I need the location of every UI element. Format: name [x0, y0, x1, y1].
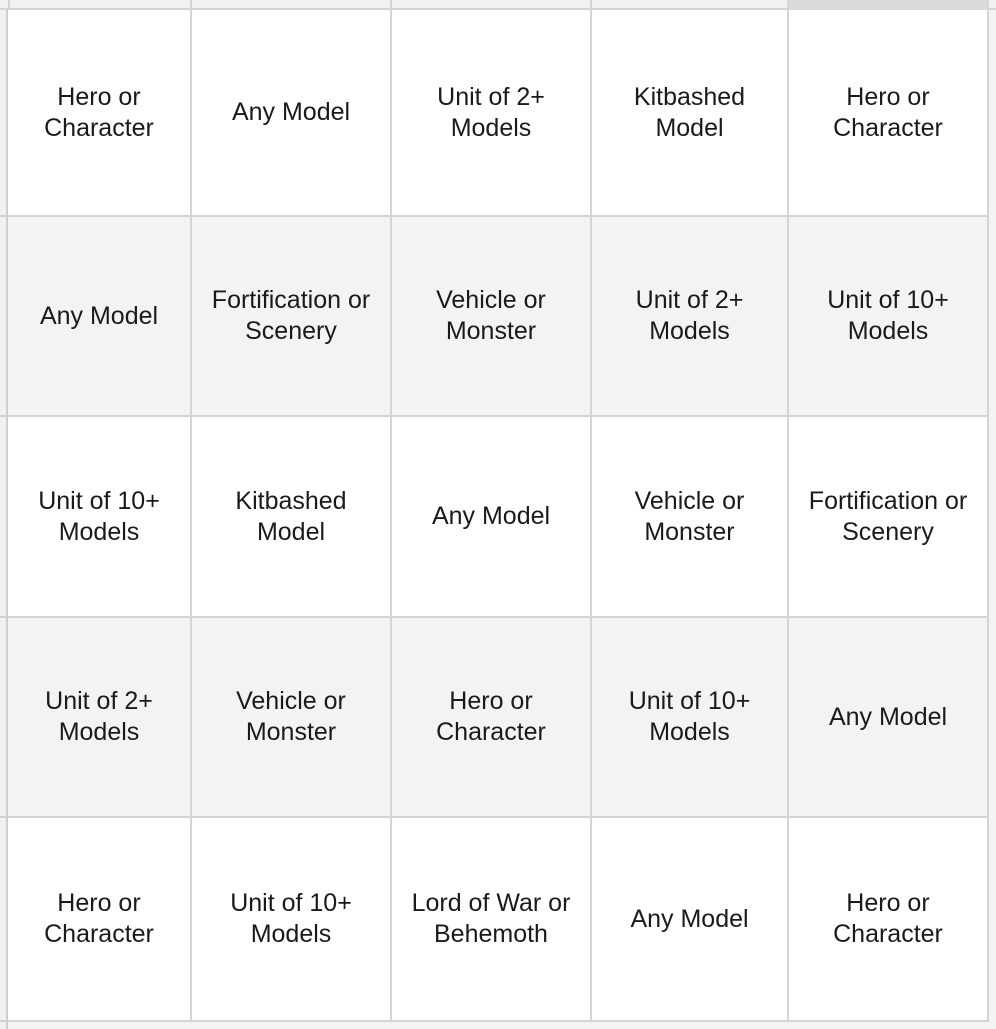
grid-cell-label: Vehicle or Monster	[236, 687, 346, 746]
grid-cell[interactable]	[8, 417, 192, 618]
row-gutter-divider	[0, 215, 8, 217]
grid-cell[interactable]	[192, 818, 392, 1022]
grid-cell[interactable]	[392, 217, 592, 417]
grid-cell-label: Fortification or Scenery	[808, 486, 968, 546]
grid-cell[interactable]	[392, 818, 592, 1022]
grid-cell[interactable]	[789, 417, 989, 618]
grid-cell-label: Kitbashed Model	[235, 486, 347, 546]
column-header-5[interactable]	[789, 0, 989, 10]
grid-cell[interactable]	[392, 417, 592, 618]
grid-cell[interactable]	[592, 818, 789, 1022]
grid-cell-label: Hero or Character	[44, 889, 154, 948]
grid-cell-label: Hero or Character	[833, 889, 943, 948]
grid-cell[interactable]	[8, 618, 192, 818]
grid-cell[interactable]	[592, 417, 789, 618]
grid-cell-label: Any Model	[630, 904, 749, 933]
grid-cell-label: Any Model	[231, 98, 351, 126]
grid-cell[interactable]	[592, 10, 789, 217]
grid-cell-label: Vehicle or Monster	[436, 286, 546, 345]
column-header-corner[interactable]	[0, 0, 10, 10]
grid-cell-label: Fortification or Scenery	[211, 286, 371, 345]
column-header-3[interactable]	[392, 0, 592, 10]
grid-cell-label: Unit of 10+ Models	[230, 889, 352, 948]
grid-cell-label: Vehicle or Monster	[634, 486, 745, 546]
grid-cell-label: Unit of 10+ Models	[38, 486, 160, 546]
grid-cell[interactable]	[8, 217, 192, 417]
grid-cell[interactable]	[392, 10, 592, 217]
grid-cell-label: Unit of 2+ Models	[437, 82, 545, 142]
grid-cell-label: Lord of War or Behemoth	[411, 889, 571, 948]
column-header-strip	[0, 0, 996, 10]
grid-cell[interactable]	[592, 618, 789, 818]
grid-cell-label: Hero or Character	[833, 82, 943, 142]
grid-cell-label: Hero or Character	[44, 82, 154, 142]
row-gutter-divider	[0, 1020, 8, 1022]
grid-cell[interactable]	[392, 618, 592, 818]
grid-cell[interactable]	[8, 818, 192, 1022]
grid-cell[interactable]	[192, 217, 392, 417]
grid-cell[interactable]	[789, 10, 989, 217]
row-gutter-divider	[0, 816, 8, 818]
grid-cell-label: Any Model	[828, 702, 948, 731]
grid-cell[interactable]	[192, 417, 392, 618]
row-gutter-divider	[0, 415, 8, 417]
grid-cell[interactable]	[192, 618, 392, 818]
grid-cell[interactable]	[789, 217, 989, 417]
grid-cell-label: Unit of 2+ Models	[45, 687, 153, 746]
grid-cell-label: Kitbashed Model	[633, 82, 746, 142]
row-header-gutter[interactable]	[0, 10, 8, 1029]
grid-cell-label: Unit of 10+ Models	[628, 687, 751, 746]
grid-cell-label: Hero or Character	[436, 687, 546, 746]
column-header-1[interactable]	[10, 0, 192, 10]
grid-cell[interactable]	[592, 217, 789, 417]
column-header-4[interactable]	[592, 0, 789, 10]
grid-cell-label: Any Model	[431, 502, 551, 530]
column-header-2[interactable]	[192, 0, 392, 10]
grid-cell-label: Unit of 2+ Models	[635, 286, 744, 345]
grid-cell-label: Unit of 10+ Models	[827, 286, 949, 345]
row-gutter-divider	[0, 616, 8, 618]
grid-cell[interactable]	[192, 10, 392, 217]
grid-cell[interactable]	[789, 618, 989, 818]
grid-cell[interactable]	[8, 10, 192, 217]
grid-cell-label: Any Model	[39, 301, 159, 330]
grid-cell[interactable]	[789, 818, 989, 1022]
